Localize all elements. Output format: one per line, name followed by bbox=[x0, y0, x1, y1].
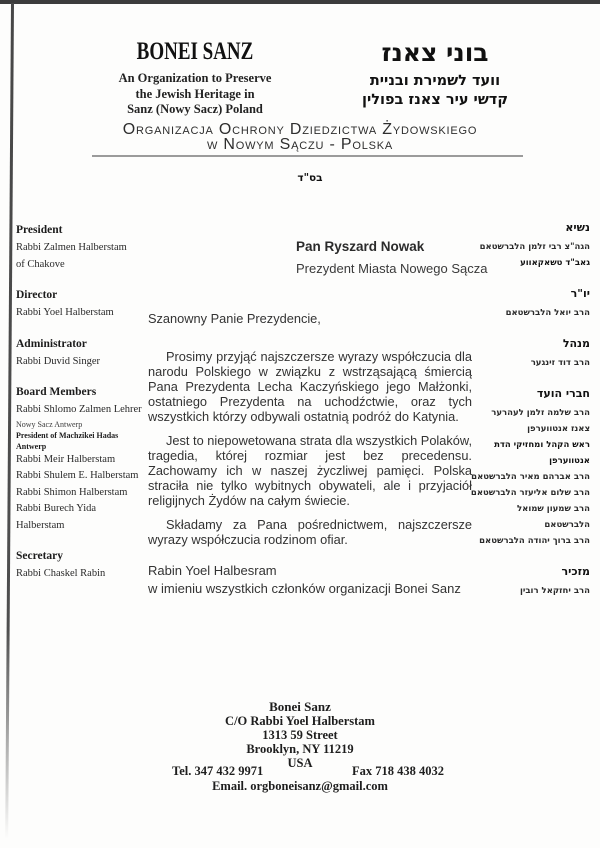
tagline-line: An Organization to Preserve bbox=[118, 71, 272, 85]
officer-name: הרב ברוך יהודה הלברשטאם bbox=[479, 536, 590, 546]
officer-section-title: מנהל bbox=[562, 337, 590, 350]
tagline-line: קדשי עיר צאנז בפולין bbox=[361, 92, 509, 108]
officer-section-title: Secretary bbox=[16, 550, 64, 562]
officer-name: גאב"ד טשאקאווע bbox=[520, 258, 590, 268]
org-name-polish bbox=[0, 122, 600, 152]
org-name-polish-line: Organizacja Ochrony Dziedzictwa Żydowskiego bbox=[122, 121, 478, 138]
officer-section bbox=[470, 564, 590, 599]
officer-section bbox=[16, 287, 144, 322]
officer-name: ראש הקהל ומחזיקי הדת אנטווערפן bbox=[494, 440, 590, 466]
officer-name: Rabbi Shlomo Zalmen Lehrer bbox=[16, 404, 142, 415]
letterhead-english bbox=[100, 40, 290, 118]
officer-section bbox=[16, 548, 144, 583]
officer-section bbox=[16, 336, 144, 371]
officer-name: Rabbi Yoel Halberstam bbox=[16, 307, 114, 318]
officers-panel-english bbox=[16, 222, 144, 597]
officer-section bbox=[470, 386, 590, 549]
officer-section-title: חברי הועד bbox=[536, 387, 590, 400]
footer-address-line: 1313 59 Street bbox=[262, 728, 338, 742]
officer-name: Rabbi Shulem E. Halberstam bbox=[16, 470, 139, 481]
officer-name: Nowy Sacz Antwerp bbox=[16, 419, 83, 429]
letterhead-hebrew bbox=[355, 40, 515, 110]
officer-name: of Chakove bbox=[16, 258, 65, 270]
footer-address-line: C/O Rabbi Yoel Halberstam bbox=[225, 714, 375, 728]
officer-name: Rabbi Zalmen Halberstam bbox=[16, 242, 127, 253]
org-name-hebrew: בוני צאנז bbox=[381, 38, 489, 67]
officer-section-title: מזכיר bbox=[561, 565, 590, 578]
officer-name: Rabbi Meir Halberstam bbox=[16, 453, 116, 465]
officer-name: Antwerp bbox=[16, 441, 47, 451]
officer-name: הרב אברהם מאיר הלברשטאם bbox=[471, 472, 590, 482]
bsd-inscription: בס"ד bbox=[297, 172, 323, 184]
org-name-polish-line: w Nowym Sączu - Polska bbox=[206, 136, 394, 153]
letter-body bbox=[148, 311, 472, 598]
salutation: Szanowny Panie Prezydencie, bbox=[148, 311, 321, 326]
officer-section-title: נשיא bbox=[565, 221, 590, 234]
footer-address-line: USA bbox=[287, 756, 313, 770]
letterhead-divider bbox=[92, 155, 523, 157]
officer-section bbox=[470, 220, 590, 271]
officer-name: Rabbi Duvid Singer bbox=[16, 355, 100, 367]
officer-name: הרב דוד זינגער bbox=[530, 358, 590, 368]
letter-paragraphs bbox=[148, 349, 472, 547]
footer-telfax-row bbox=[0, 764, 600, 778]
footer-email: Email. orgboneisanz@gmail.com bbox=[212, 779, 388, 793]
footer-address bbox=[0, 699, 600, 793]
officer-section-title: יו"ר bbox=[570, 287, 590, 300]
officer-section bbox=[16, 222, 144, 273]
tagline-line: Sanz (Nowy Sacz) Poland bbox=[127, 102, 263, 116]
footer-phone: Tel. 347 432 9971 bbox=[172, 764, 264, 778]
officer-section bbox=[470, 336, 590, 371]
footer-address-lines bbox=[0, 700, 600, 770]
officer-name: Rabbi Shimon Halberstam bbox=[16, 486, 128, 498]
officer-name: Rabbi Burech Yida Halberstam bbox=[16, 503, 97, 531]
tagline-line: וועד לשמירת ובניית bbox=[369, 73, 501, 89]
org-tagline-hebrew bbox=[355, 72, 515, 110]
officer-section-title: President bbox=[16, 224, 63, 236]
officer-section-title: Director bbox=[16, 289, 58, 301]
tagline-line: the Jewish Heritage in bbox=[135, 86, 255, 101]
officer-name: הרב שלום אליעזר הלברשטאם bbox=[470, 488, 590, 498]
letter-paragraph: Składamy za Pana pośrednictwem, najszczersze wyrazy współczucia rodzinom ofiar. bbox=[148, 517, 472, 547]
signature-name: Rabin Yoel Halbesram bbox=[148, 563, 277, 578]
officer-name: Rabbi Chaskel Rabin bbox=[16, 568, 106, 579]
officer-name: הרב שמעון שמואל הלברשטאם bbox=[517, 504, 590, 530]
footer-address-line: Bonei Sanz bbox=[269, 699, 331, 714]
officer-section-title: Administrator bbox=[16, 337, 87, 350]
officers-panel-hebrew bbox=[470, 220, 590, 614]
letter-paragraph: Prosimy przyjąć najszczersze wyrazy współczucia dla narodu Polskiego w związku z wstrząsającą śmiercią Pana Prezydenta Lecha Kaczyńskiego jego Małżonki, ostatniego Prezydenta na uchodźctwie, oraz tych wszystkich którzy odbywali ostatnią podróż do Katynia. bbox=[148, 349, 472, 424]
officer-section bbox=[470, 286, 590, 321]
letter-paragraph: Jest to niepowetowana strata dla wszystkich Polaków, tragedia, której rozmiar jest bez precedensu. Zachowamy ich w naszej życzliwej pamięci. Polska straciła nie tylko wybitnych obywateli, ale i przyjaciół religijnych Żydów na całym świecie. bbox=[148, 433, 472, 508]
officer-section-title: Board Members bbox=[16, 386, 97, 398]
recipient-title: Prezydent Miasta Nowego Sącza bbox=[296, 261, 488, 276]
footer-address-line: Brooklyn, NY 11219 bbox=[246, 742, 354, 756]
org-tagline-english bbox=[100, 71, 290, 118]
officer-name: הרב יחזקאל רובין bbox=[519, 586, 590, 596]
officer-section bbox=[16, 384, 144, 534]
recipient-block bbox=[296, 238, 487, 282]
officer-name: הגה"צ רבי זלמן הלברשטאם bbox=[479, 242, 590, 252]
org-name-english: BONEI SANZ bbox=[136, 38, 254, 65]
officer-name: צאנז אנטווערפן bbox=[527, 424, 590, 434]
recipient-name: Pan Ryszard Nowak bbox=[296, 239, 425, 254]
officer-name: הרב יואל הלברשטאם bbox=[505, 308, 590, 318]
footer-fax: Fax 718 438 4032 bbox=[352, 764, 445, 778]
officer-name: President of Machzikei Hadas bbox=[16, 430, 119, 440]
signature-block bbox=[148, 562, 472, 598]
scan-edge-top bbox=[0, 0, 600, 4]
officer-name: הרב שלמה זלמן לעהרער bbox=[491, 408, 590, 418]
signature-role: w imieniu wszystkich członków organizacji Bonei Sanz bbox=[148, 581, 461, 596]
